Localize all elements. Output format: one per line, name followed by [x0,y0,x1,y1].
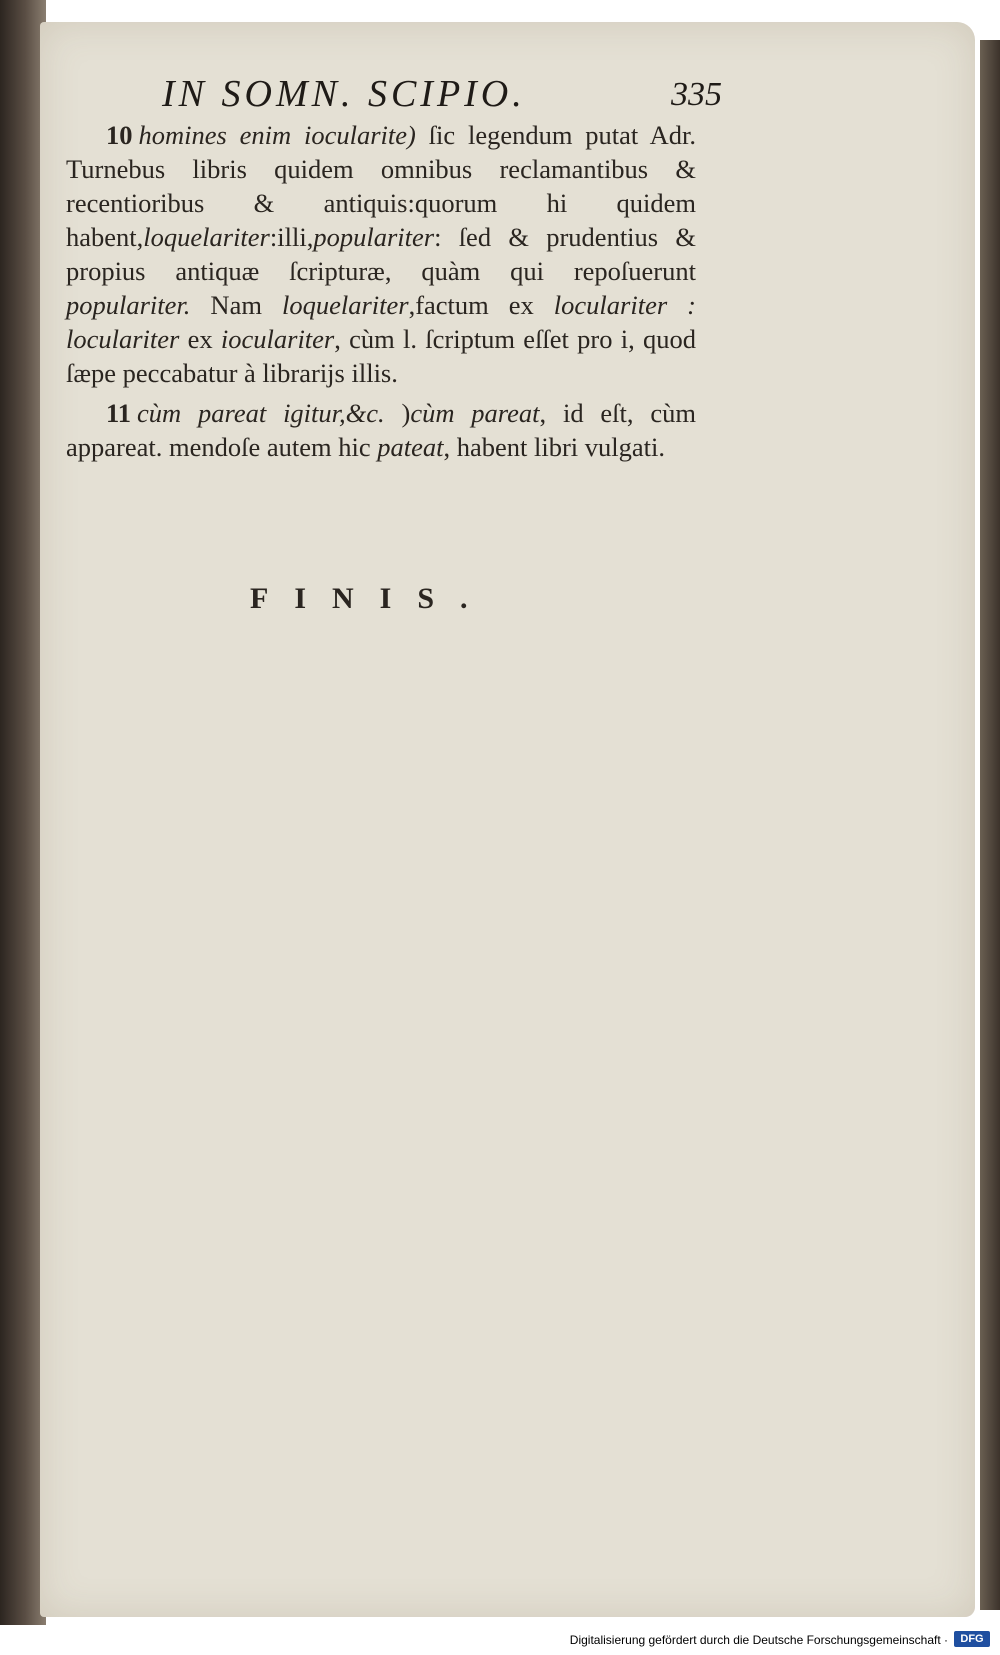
lemma-italic: homines enim iocularite) [138,120,416,150]
note-text: , cùm l. ſcriptum eſſet pro i, quod ſæpe peccabatur à librarijs illis. [66,324,696,388]
note-text: ,factum ex [408,290,554,320]
dfg-logo: DFG [954,1631,990,1647]
note-text: ) [384,398,411,428]
lemma-italic: loquelariter [281,290,409,320]
lemma-italic: pateat [377,432,444,462]
running-head [162,72,722,122]
funding-credit: Digitalisierung gefördert durch die Deutsche Forschungsgemeinschaft · [569,1633,948,1647]
lemma-italic: populariter [313,222,435,252]
book-fore-edge [980,40,1000,1610]
note-text: , habent libri vulgati. [443,432,666,462]
note-text: ex [179,324,221,354]
note-text: , id eſt, cùm appareat. mendoſe autem hic [66,398,696,462]
lemma-italic: loquelariter [143,222,270,252]
lemma-italic: cùm pareat igitur,&c. [137,398,385,428]
lemma-italic: cùm pareat [410,398,540,428]
note-paragraph [66,396,696,464]
note-number: 10 [106,120,133,150]
lemma-italic: populariter. [66,290,191,320]
note-text: ſic legendum putat Adr. Turnebus libris quidem omnibus reclamantibus & recentioribus & antiquis:quorum hi quidem habent, [66,120,697,252]
note-paragraph [66,118,696,390]
finis-colophon: FINIS. [250,582,494,615]
lemma-italic: loculariter : loculariter [66,290,696,354]
note-text: Nam [190,290,282,320]
footer-bar [0,1625,1000,1655]
note-number: 11 [106,398,132,428]
page-number: 335 [671,76,722,113]
note-text: :illi, [269,222,314,252]
note-text: : ſed & prudentius & propius antiquæ ſcripturæ, quàm qui repoſuerunt [66,222,696,286]
lemma-italic: ioculariter [220,324,335,354]
running-head-title: IN SOMN. SCIPIO. [162,73,526,115]
commentary-text [66,118,696,464]
